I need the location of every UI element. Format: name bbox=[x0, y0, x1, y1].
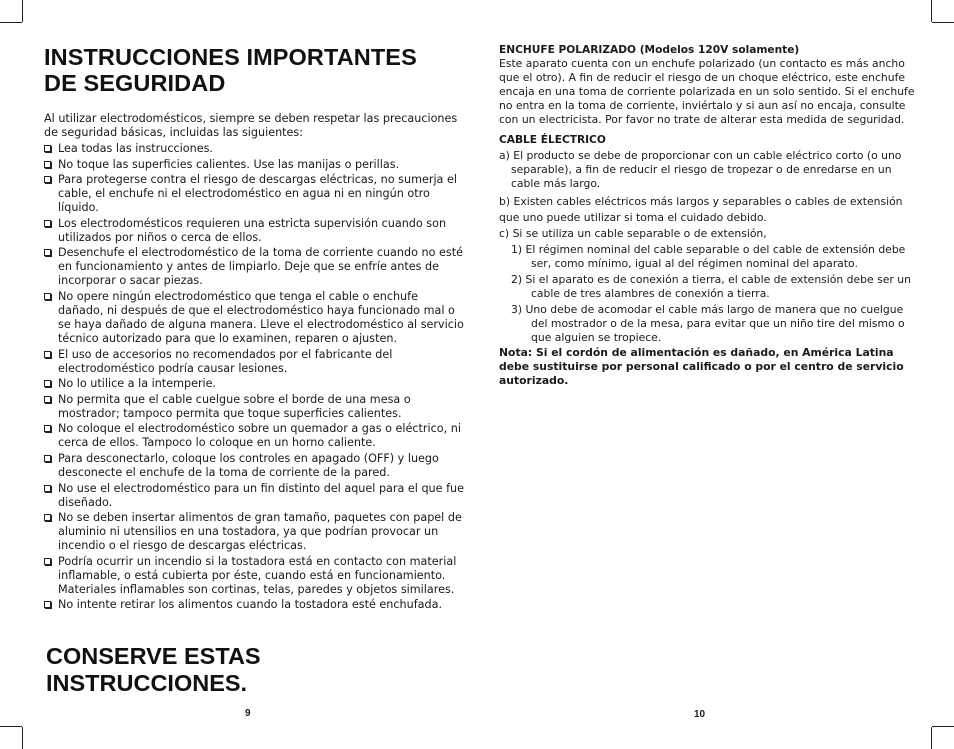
checkbox-bullet-icon bbox=[44, 601, 51, 608]
list-item: No toque las superficies calientes. Use las manijas o perillas. bbox=[44, 158, 464, 172]
checkbox-bullet-icon bbox=[44, 558, 51, 565]
list-item: Lea todas las instrucciones. bbox=[44, 142, 464, 156]
crop-mark bbox=[932, 726, 954, 727]
list-item: No coloque el electrodoméstico sobre un quemador a gas o eléctrico, ni cerca de ellos. Tampoco lo coloque en un horno caliente. bbox=[44, 422, 464, 450]
checkbox-bullet-icon bbox=[44, 380, 51, 387]
polarized-plug-section bbox=[499, 44, 919, 127]
checkbox-bullet-icon bbox=[44, 425, 51, 432]
checkbox-bullet-icon bbox=[44, 249, 51, 256]
page-number-left: 9 bbox=[245, 708, 251, 719]
crop-mark bbox=[931, 727, 932, 749]
crop-mark bbox=[22, 0, 23, 22]
page-number-right: 10 bbox=[694, 709, 706, 720]
checkbox-bullet-icon bbox=[44, 176, 51, 183]
cord-item-a: a) El producto se debe de proporcionar con un cable eléctrico corto (o uno separable), a fin de reducir el riesgo de tropezar o de enredarse en un cable más largo. bbox=[499, 149, 902, 190]
list-item: Los electrodomésticos requieren una estricta supervisión cuando son utilizados por niños o cerca de ellos. bbox=[44, 217, 464, 245]
list-item: No permita que el cable cuelgue sobre el borde de una mesa o mostrador; tampoco permita que toque superficies calientes. bbox=[44, 393, 464, 421]
checkbox-bullet-icon bbox=[44, 293, 51, 300]
list-item: El uso de accesorios no recomendados por el fabricante del electrodoméstico podría causar lesiones. bbox=[44, 348, 464, 376]
list-item: No opere ningún electrodoméstico que tenga el cable o enchufe dañado, ni después de que el electrodoméstico haya funcionado mal o se haya dañado de alguna manera. Lleve el electrodoméstico al servicio técnico autorizado para que lo examinen, reparen o ajusten. bbox=[44, 290, 464, 346]
plug-text: Este aparato cuenta con un enchufe polarizado (un contacto es más ancho que el otro). A fin de reducir el riesgo de un choque eléctrico, este enchufe encaja en una toma de corriente polarizada en un solo sentido. Si el enchufe no entra en la toma de corriente, inviértalo y si aun así no encaja, consulte con un electricista. Por favor no trate de alterar esta medida de seguridad. bbox=[499, 57, 915, 126]
cord-item-b: b) Existen cables eléctricos más largos y separables o cables de extensión que uno puede utilizar si toma el cuidado debido. bbox=[499, 195, 903, 224]
crop-mark bbox=[0, 726, 22, 727]
cord-subitem-3: 3) Uno debe de acomodar el cable más largo de manera que no cuelgue del mostrador o de la mesa, para evitar que un niño tire del mismo o que alguien se tropiece. bbox=[511, 303, 905, 344]
conserve-heading: CONSERVE ESTAS INSTRUCCIONES. bbox=[46, 643, 261, 696]
list-item: Para protegerse contra el riesgo de descargas eléctricas, no sumerja el cable, el enchufe ni el electrodoméstico en agua ni en ningún otro líquido. bbox=[44, 173, 464, 215]
checkbox-bullet-icon bbox=[44, 145, 51, 152]
safety-list bbox=[44, 142, 464, 614]
list-item: No se deben insertar alimentos de gran tamaño, paquetes con papel de aluminio ni utensilios en una tostadora, ya que podrían provocar un incendio o el riesgo de descargas eléctricas. bbox=[44, 511, 464, 553]
checkbox-bullet-icon bbox=[44, 514, 51, 521]
plug-heading: ENCHUFE POLARIZADO (Modelos 120V solamente) bbox=[499, 44, 800, 56]
checkbox-bullet-icon bbox=[44, 455, 51, 462]
checkbox-bullet-icon bbox=[44, 485, 51, 492]
intro-text: Al utilizar electrodomésticos, siempre se deben respetar las precauciones de seguridad básicas, incluidas las siguientes: bbox=[44, 112, 458, 139]
cord-heading: CABLE ÉLECTRICO bbox=[499, 134, 606, 146]
crop-mark bbox=[932, 22, 954, 23]
cord-section bbox=[499, 134, 919, 388]
cord-subitem-2: 2) Si el aparato es de conexión a tierra, el cable de extensión debe ser un cable de tres alambres de conexión a tierra. bbox=[511, 273, 911, 300]
crop-mark bbox=[22, 727, 23, 749]
list-item: No use el electrodoméstico para un fin distinto del aquel para el que fue diseñado. bbox=[44, 482, 464, 510]
crop-mark bbox=[0, 22, 22, 23]
list-item: Para desconectarlo, coloque los controles en apagado (OFF) y luego desconecte el enchufe de la toma de corriente de la pared. bbox=[44, 452, 464, 480]
note-text: Nota: Si el cordón de alimentación es dañado, en América Latina debe sustituirse por personal calificado o por el centro de servicio autorizado. bbox=[499, 346, 904, 387]
list-item: No intente retirar los alimentos cuando la tostadora esté enchufada. bbox=[44, 598, 464, 612]
crop-mark bbox=[931, 0, 932, 22]
checkbox-bullet-icon bbox=[44, 161, 51, 168]
checkbox-bullet-icon bbox=[44, 220, 51, 227]
list-item: Podría ocurrir un incendio si la tostadora está en contacto con material inflamable, o está cubierta por éste, cuando está en funcionamiento. Materiales inflamables son cortinas, telas, paredes y objetos similares. bbox=[44, 555, 464, 597]
cord-subitem-1: 1) El régimen nominal del cable separable o del cable de extensión debe ser, como mínimo, igual al del régimen nominal del aparato. bbox=[511, 243, 906, 270]
list-item: No lo utilice a la intemperie. bbox=[44, 377, 464, 391]
list-item: Desenchufe el electrodoméstico de la toma de corriente cuando no esté en funcionamiento y antes de limpiarlo. Deje que se enfríe antes de incorporar o sacar piezas. bbox=[44, 246, 464, 288]
checkbox-bullet-icon bbox=[44, 351, 51, 358]
page-title: INSTRUCCIONES IMPORTANTES DE SEGURIDAD bbox=[44, 44, 417, 96]
cord-item-c: c) Si se utiliza un cable separable o de extensión, bbox=[499, 227, 767, 240]
checkbox-bullet-icon bbox=[44, 396, 51, 403]
